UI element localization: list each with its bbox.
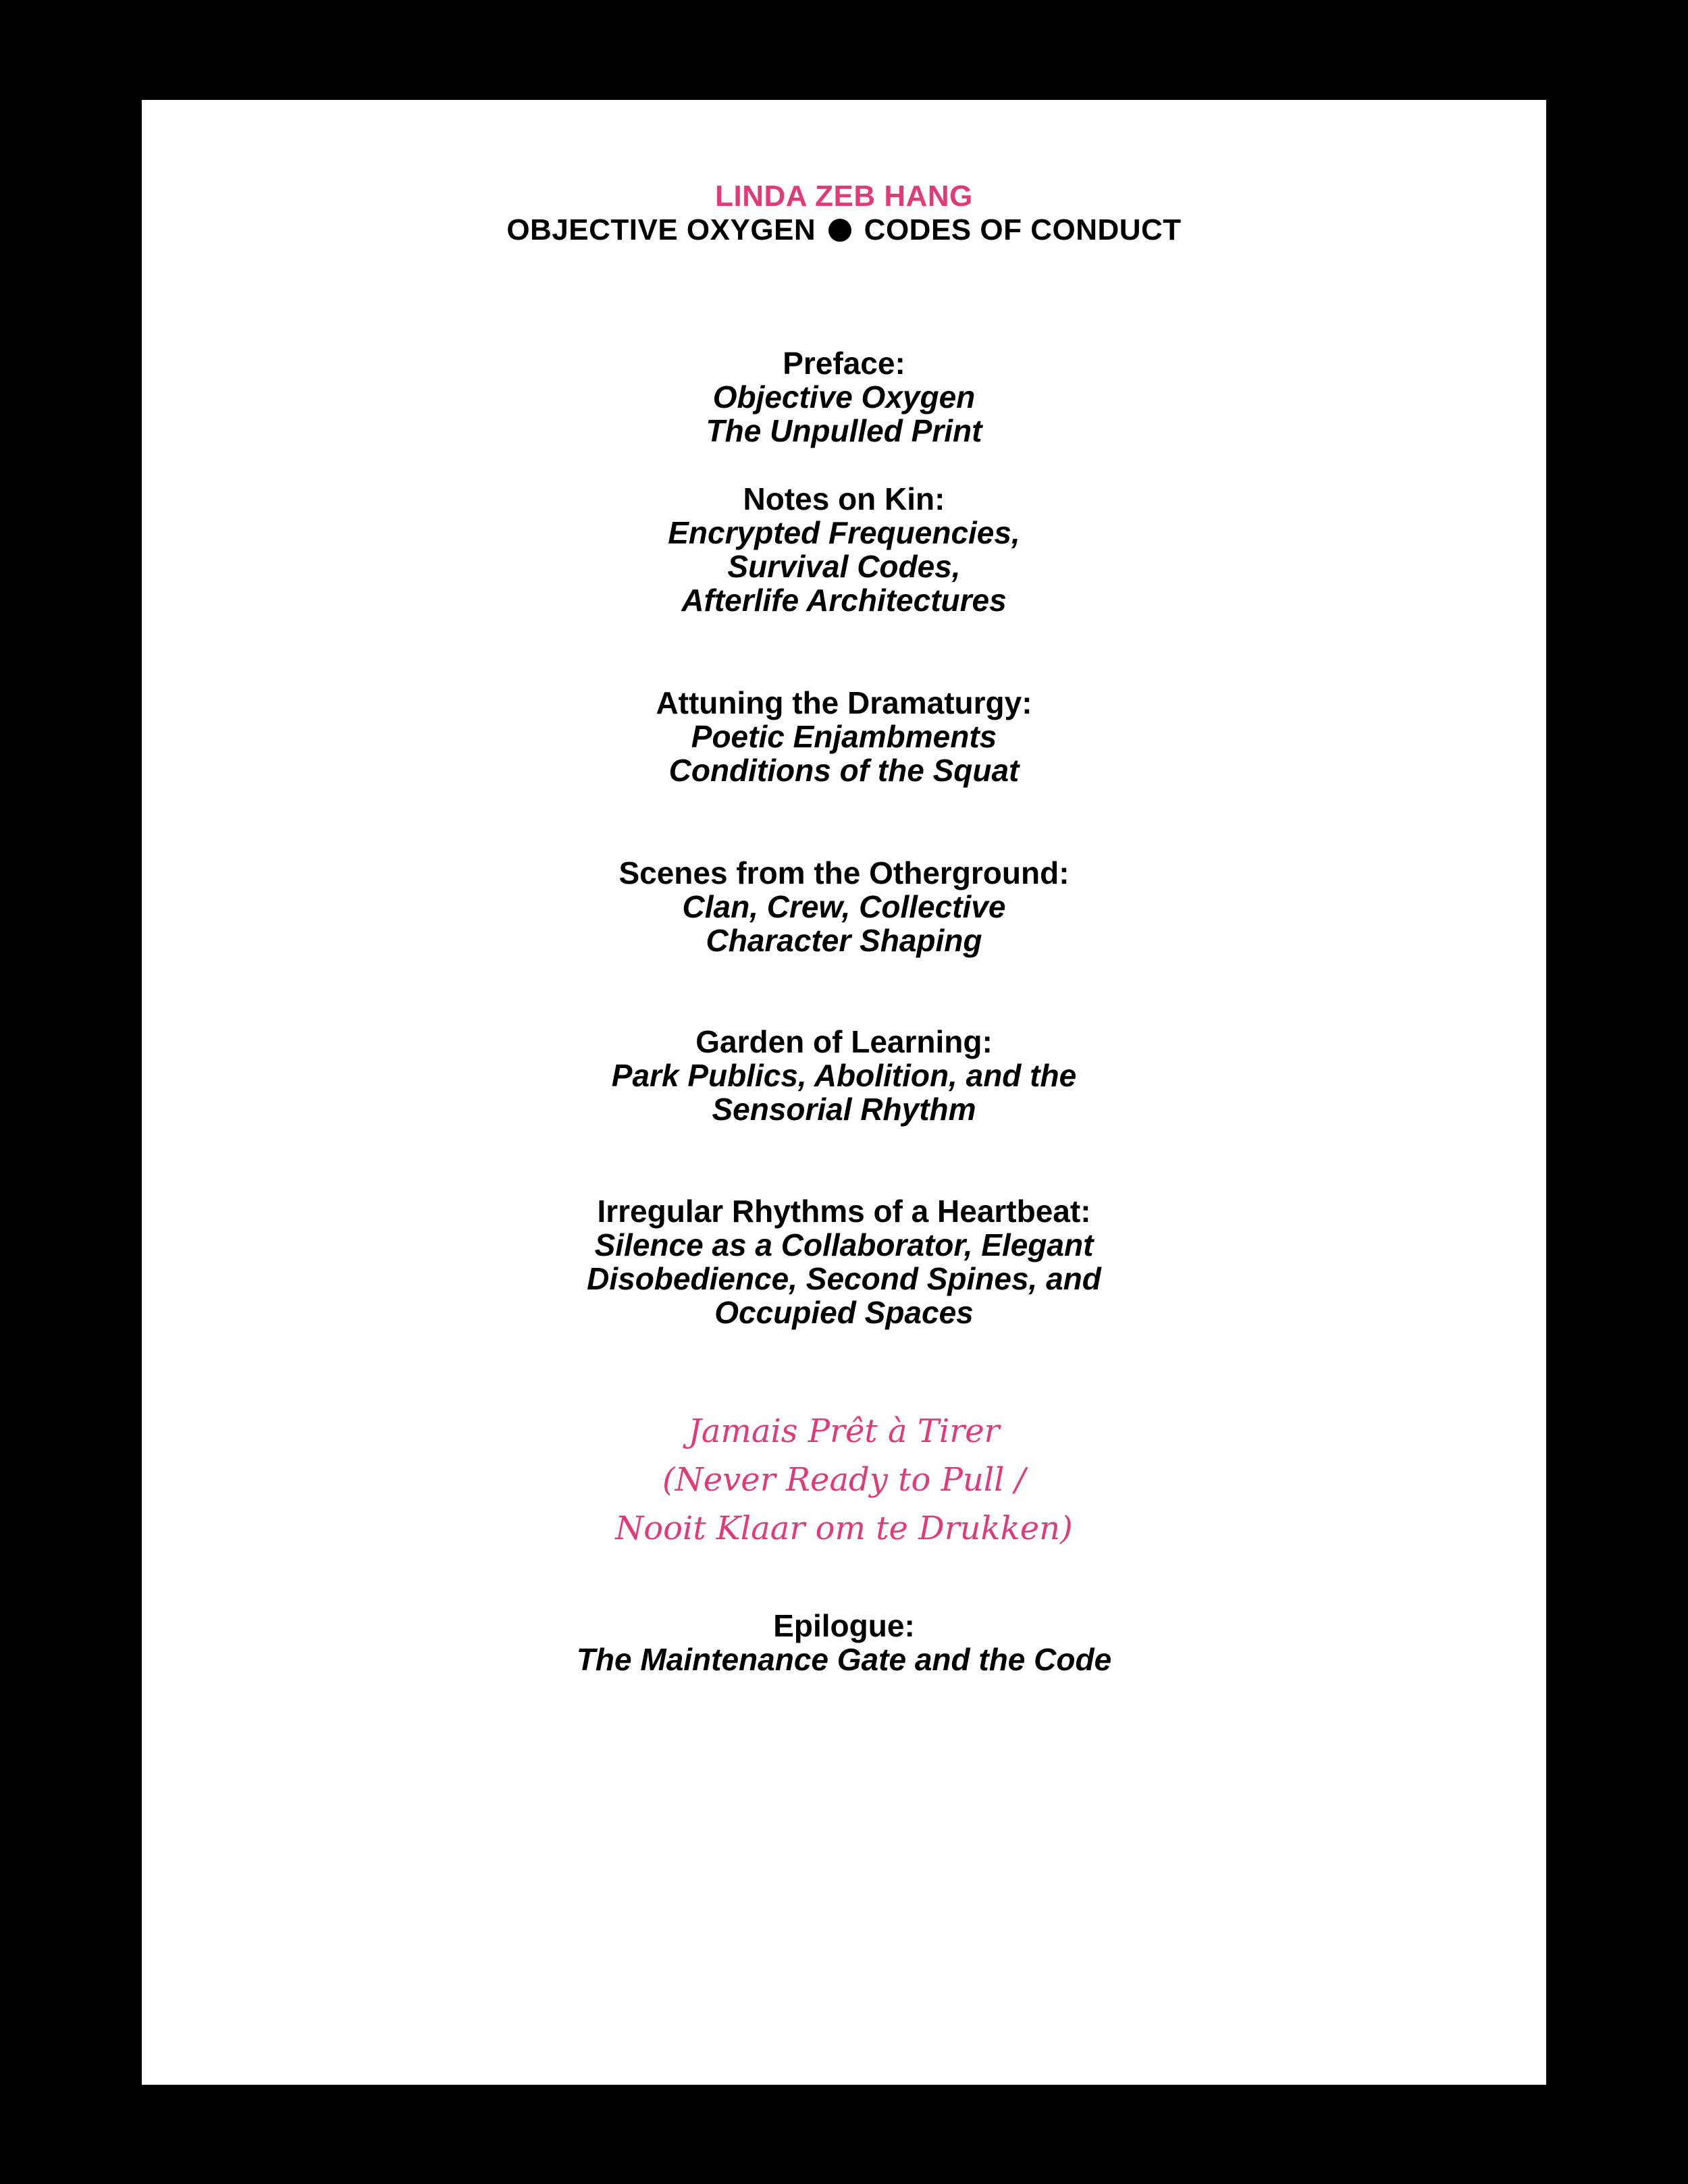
toc-section-scenes-from-the-otherground — [142, 856, 1546, 957]
toc-interlude — [142, 1407, 1546, 1553]
section-subtitle: Objective Oxygen — [712, 379, 976, 415]
book-title-right: CODES OF CONDUCT — [864, 213, 1182, 246]
toc-section-attuning-the-dramaturgy — [142, 686, 1546, 787]
document-page — [142, 100, 1546, 2085]
section-subtitle: Afterlife Architectures — [681, 583, 1007, 618]
section-subtitle: Clan, Crew, Collective — [682, 889, 1006, 924]
section-title: Notes on Kin: — [743, 481, 945, 516]
bullet-dot-icon — [828, 219, 851, 242]
section-subtitle: Silence as a Collaborator, Elegant — [594, 1227, 1094, 1262]
toc-section-irregular-rhythms — [142, 1194, 1546, 1329]
document-header — [142, 180, 1546, 247]
section-subtitle: Encrypted Frequencies, — [668, 515, 1020, 550]
interlude-line: Nooit Klaar om te Drukken) — [615, 1510, 1073, 1547]
section-subtitle: The Unpulled Print — [706, 413, 982, 448]
section-subtitle: Sensorial Rhythm — [712, 1092, 976, 1127]
section-title: Epilogue: — [773, 1608, 915, 1643]
book-title-left: OBJECTIVE OXYGEN — [506, 213, 816, 246]
interlude-line: Jamais Prêt à Tirer — [688, 1412, 1000, 1450]
section-subtitle: The Maintenance Gate and the Code — [576, 1642, 1112, 1677]
interlude-line: (Never Ready to Pull / — [662, 1461, 1026, 1499]
section-title: Irregular Rhythms of a Heartbeat: — [597, 1194, 1091, 1229]
section-subtitle: Character Shaping — [706, 923, 982, 958]
section-subtitle: Conditions of the Squat — [668, 753, 1020, 788]
toc-section-preface — [142, 346, 1546, 448]
section-subtitle: Disobedience, Second Spines, and — [587, 1261, 1101, 1296]
section-title: Preface: — [783, 346, 905, 381]
section-subtitle: Occupied Spaces — [714, 1295, 974, 1330]
toc-section-garden-of-learning — [142, 1025, 1546, 1126]
toc-section-epilogue — [142, 1609, 1546, 1676]
section-subtitle: Park Publics, Abolition, and the — [611, 1058, 1077, 1093]
section-subtitle: Poetic Enjambments — [691, 719, 997, 754]
toc-section-notes-on-kin — [142, 482, 1546, 617]
book-title — [142, 213, 1546, 247]
section-title: Scenes from the Otherground: — [618, 855, 1070, 890]
section-title: Garden of Learning: — [695, 1024, 993, 1059]
section-title: Attuning the Dramaturgy: — [656, 685, 1032, 720]
author-name: LINDA ZEB HANG — [715, 180, 973, 213]
section-subtitle: Survival Codes, — [727, 549, 961, 584]
